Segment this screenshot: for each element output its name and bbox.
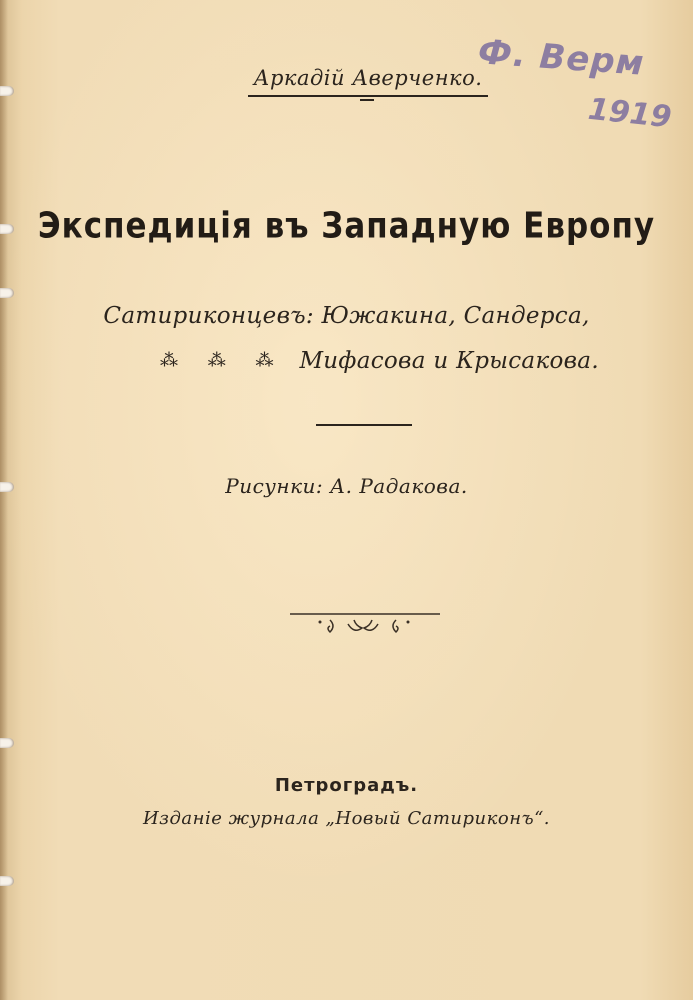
binding-hole — [0, 738, 14, 748]
divider-rule — [316, 424, 412, 426]
book-title: Экспедиція въ Западную Европу — [37, 205, 656, 247]
author-name: Аркадій Аверченко. — [253, 66, 483, 90]
subtitle-line-2: Мифасова и Крысакова. — [299, 348, 599, 374]
inscription-year: 1919 — [586, 91, 674, 136]
imprint-city: Петроградъ. — [274, 775, 419, 796]
handwritten-inscription — [478, 30, 678, 150]
ornament-asterisms: ⁂ ⁂ ⁂ — [160, 350, 286, 371]
author-underline — [248, 95, 488, 97]
flourish-ornament-icon — [290, 606, 440, 640]
binding-hole — [0, 288, 14, 298]
spine-shadow — [0, 0, 8, 1000]
author-underline-mark — [360, 99, 374, 105]
binding-hole — [0, 876, 14, 886]
illustrator-credit: Рисунки: А. Радакова. — [225, 474, 468, 498]
binding-hole — [0, 86, 14, 96]
subtitle-line-1: Сатириконцевъ: Южакина, Сандерса, — [103, 303, 590, 329]
imprint-publisher: Изданіе журнала „Новый Сатириконъ“. — [142, 808, 551, 829]
inscription-name: Ф. Верм — [476, 32, 646, 84]
subtitle-line-2-row — [160, 348, 599, 374]
